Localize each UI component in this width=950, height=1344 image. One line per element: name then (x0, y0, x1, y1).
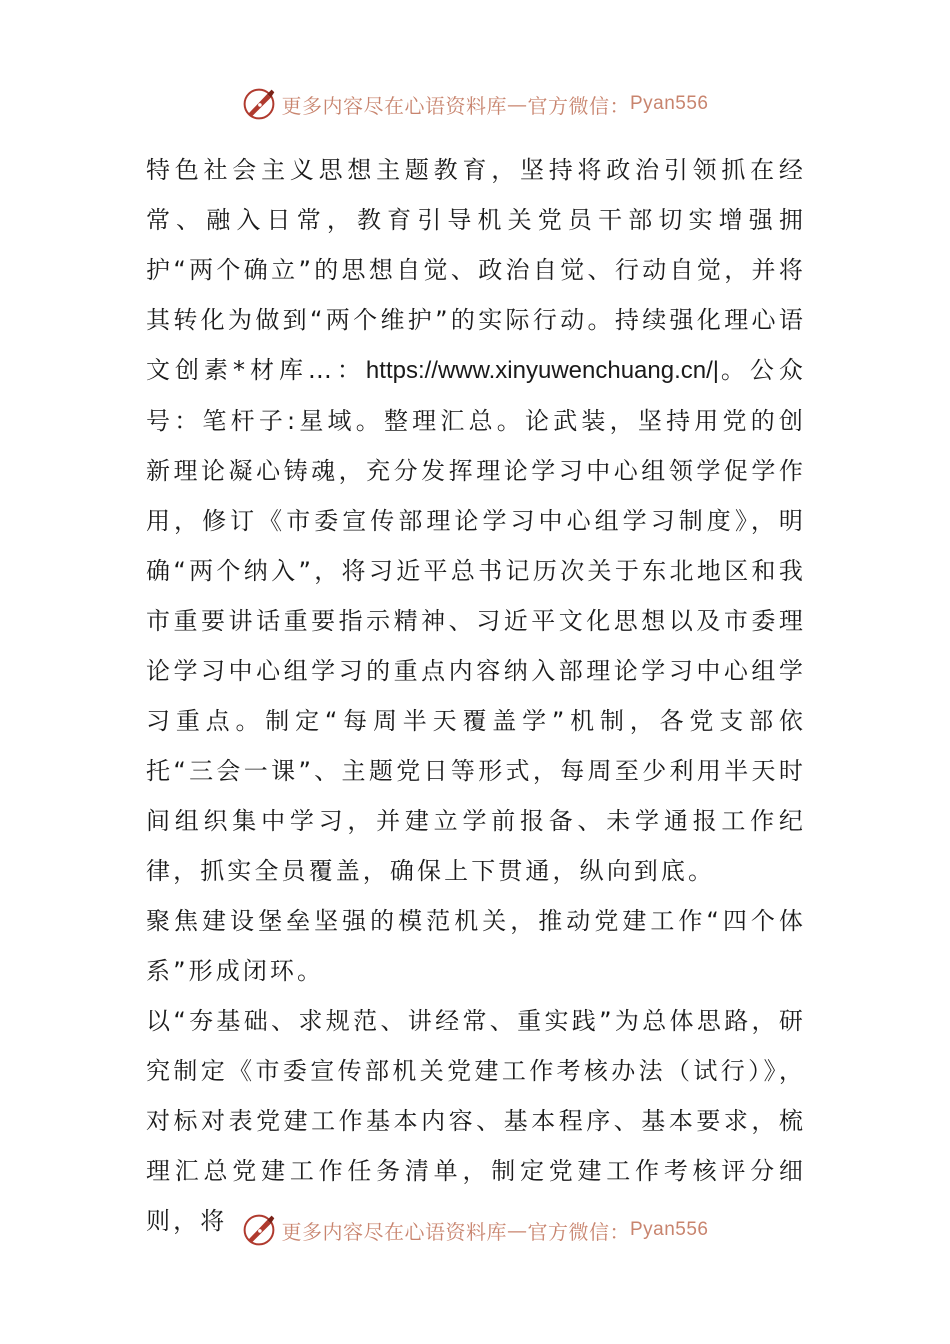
watermark-main-text: 更多内容尽在心语资料库 (281, 1219, 507, 1244)
document-body (146, 145, 806, 1246)
pen-nib-logo-icon (241, 86, 277, 122)
watermark-wechat-id: Pyan556 (629, 93, 709, 114)
watermark-official-label: 官方微信： (527, 1219, 630, 1244)
source-url-text: https://www.xinyuwenchuang.cn/| (365, 357, 720, 384)
paragraph-3: 以“夯基础、求规范、讲经常、重实践”为总体思路，研究制定《市委宣传部机关党建工作考核办法（试行）》，对标对表党建工作基本内容、基本程序、基本要求，梳理汇总党建工作任务清单，制定党建工作考核评分细则，将 (146, 1007, 806, 1235)
paragraph-1-part-b: 。公众号：笔杆子:星域。整理汇总。论武装，坚持用党的创新理论凝心铸魂，充分发挥理论学习中心组领学促学作用，修订《市委宣传部理论学习中心组学习制度》，明确“两个纳入”，将习近平总书记历次关于东北地区和我市重要讲话重要指示精神、习近平文化思想以及市委理论学习中心组学习的重点内容纳入部理论学习中心组学习重点。制定“每周半天覆盖学”机制，各党支部依托“三会一课”、主题党日等形式，每周至少利用半天时间组织集中学习，并建立学前报备、未学通报工作纪律，抓实全员覆盖，确保上下贯通，纵向到底。 (146, 356, 806, 885)
watermark-wechat-id: Pyan556 (629, 1219, 709, 1240)
watermark-dash: — (506, 92, 528, 116)
paragraph-1-part-a: 特色社会主义思想主题教育，坚持将政治引领抓在经常、融入日常，教育引导机关党员干部切实增强拥护“两个确立”的思想自觉、政治自觉、行动自觉，并将其转化为做到“两个维护”的实际行动。持续强化理心语文创素*材库…： (146, 156, 806, 384)
header-watermark (0, 84, 950, 124)
paragraph-1 (146, 145, 806, 896)
watermark-main-text: 更多内容尽在心语资料库 (281, 93, 507, 118)
watermark-official-label: 官方微信： (527, 93, 630, 118)
pen-nib-logo-icon (241, 1212, 277, 1248)
footer-watermark (0, 1210, 950, 1250)
watermark-dash: — (506, 1218, 528, 1242)
paragraph-2: 聚焦建设堡垒坚强的模范机关，推动党建工作“四个体系”形成闭环。 (146, 907, 806, 985)
